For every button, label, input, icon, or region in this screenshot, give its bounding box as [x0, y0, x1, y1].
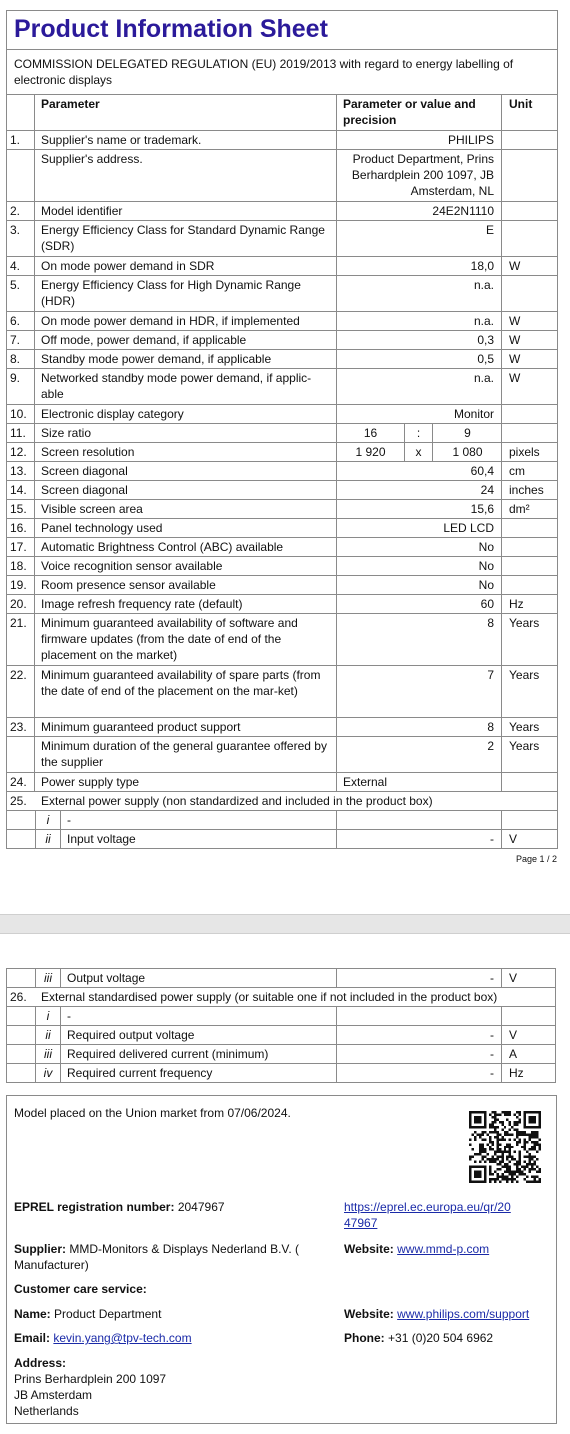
row-parameter: Minimum duration of the general guarantee offered by the supplier [35, 737, 337, 772]
market-placement-date: Model placed on the Union market from 07/06/2024. [14, 1106, 291, 1120]
table-row [7, 988, 555, 1007]
row-unit [502, 276, 557, 311]
product-sheet-page-2 [6, 968, 556, 1083]
row-number: 6. [7, 312, 35, 330]
row-unit: Years [509, 668, 540, 682]
row-parameter: Visible screen area [35, 500, 337, 518]
table-row [7, 792, 557, 811]
row-number: 25. [10, 794, 27, 808]
row-unit: W [509, 352, 521, 366]
table-header [7, 95, 557, 131]
qr-code-icon [469, 1111, 541, 1183]
product-sheet-page-1 [6, 10, 558, 849]
sub-row-unit: Hz [509, 1066, 524, 1080]
eprel-label: EPREL registration number: [14, 1200, 175, 1214]
email-label: Email: [14, 1331, 51, 1345]
phone-label: Phone: [344, 1331, 385, 1345]
mmd-website-link[interactable]: www.mmd-p.com [397, 1242, 490, 1256]
name-label: Name: [14, 1307, 51, 1321]
sub-row [7, 811, 557, 830]
row-parameter: Standby mode power demand, if applicable [35, 350, 337, 368]
row-parameter: Electronic display category [35, 405, 337, 423]
phone-number: +31 (0)20 504 6962 [388, 1331, 494, 1345]
sub-row-index: iv [35, 1064, 61, 1082]
row-unit [502, 202, 557, 220]
row-parameter: Energy Efficiency Class for Standard Dynamic Range (SDR) [35, 221, 337, 256]
row-parameter: Minimum guaranteed availability of spare parts (from the date of end of the placement on the mar-ket) [35, 666, 337, 717]
row-number: 8. [7, 350, 35, 368]
address-block [14, 1355, 166, 1419]
row-value: No [337, 538, 502, 556]
row-parameter: Room presence sensor available [35, 576, 337, 594]
row-number: 19. [7, 576, 35, 594]
sub-row [7, 1026, 555, 1045]
sub-row-label: Required output voltage [61, 1026, 337, 1044]
page-separator [0, 914, 570, 934]
table-row [7, 538, 557, 557]
sub-row-value: - [337, 1045, 502, 1063]
row-number: 2. [7, 202, 35, 220]
table-row [7, 773, 557, 792]
table-row [7, 576, 557, 595]
row-value: 24 [337, 481, 502, 499]
row-unit [502, 557, 557, 575]
row-parameter: Screen diagonal [35, 481, 337, 499]
row-parameter: Model identifier [35, 202, 337, 220]
regulation-subtitle: COMMISSION DELEGATED REGULATION (EU) 2019/2013 with regard to energy labelling of electronic displays [7, 50, 557, 95]
sub-row [7, 830, 557, 849]
row-unit: W [509, 259, 521, 273]
row-unit: pixels [509, 445, 540, 459]
supplier-info-box [6, 1095, 557, 1424]
row-parameter: External power supply (non standardized and included in the product box) [41, 794, 433, 808]
row-number: 12. [7, 443, 35, 461]
value-separator: x [405, 443, 433, 461]
row-number: 10. [7, 405, 35, 423]
sub-row [7, 1007, 555, 1026]
row-parameter: Minimum guaranteed product support [35, 718, 337, 736]
table-row [7, 718, 557, 737]
table-row [7, 221, 557, 257]
sub-row-unit: V [509, 971, 518, 985]
sub-row-label: Required current frequency [61, 1064, 337, 1082]
page-number: Page 1 / 2 [515, 854, 557, 864]
supplier-name: MMD-Monitors & Displays Nederland B.V. ( [69, 1242, 299, 1256]
row-number: 20. [7, 595, 35, 613]
row-parameter: Energy Efficiency Class for High Dynamic Range (HDR) [35, 276, 337, 311]
table-row [7, 614, 557, 666]
row-value: 15,6 [337, 500, 502, 518]
sub-row-label: Input voltage [61, 830, 337, 848]
sub-row [7, 1045, 555, 1064]
row-value: 60,4 [337, 462, 502, 480]
table-row [7, 276, 557, 312]
row-value: 24E2N1110 [337, 202, 502, 220]
sub-row-index: i [35, 1007, 61, 1025]
row-number: 22. [7, 666, 35, 717]
row-value: 60 [337, 595, 502, 613]
table-row [7, 131, 557, 150]
row-value: LED LCD [337, 519, 502, 537]
row-parameter: Off mode, power demand, if applicable [35, 331, 337, 349]
sub-row-unit: V [509, 1028, 518, 1042]
contact-name: Product Department [54, 1307, 162, 1321]
row-parameter: Size ratio [35, 424, 337, 442]
header-parameter: Parameter [35, 95, 337, 130]
row-unit: W [509, 333, 521, 347]
table-row [7, 312, 557, 331]
row-parameter: Image refresh frequency rate (default) [35, 595, 337, 613]
row-value-pair [337, 424, 502, 442]
row-value: External [337, 773, 502, 791]
row-parameter: Minimum guaranteed availability of software and firmware updates (from the date of end of the placement on the market) [35, 614, 337, 665]
row-value: 8 [337, 614, 502, 665]
address-line: Prins Berhardplein 200 1097 [14, 1372, 167, 1386]
sub-row-value: - [337, 1064, 502, 1082]
row-number: 1. [7, 131, 35, 149]
table-row [7, 500, 557, 519]
row-unit: Hz [509, 597, 524, 611]
row-unit [502, 405, 557, 423]
row-parameter: On mode power demand in SDR [35, 257, 337, 275]
table-row [7, 202, 557, 221]
value-part-2: 9 [464, 426, 471, 440]
row-parameter: Screen diagonal [35, 462, 337, 480]
row-number: 3. [7, 221, 35, 256]
sub-row-value: - [337, 969, 502, 987]
row-unit [502, 773, 557, 791]
row-number: 4. [7, 257, 35, 275]
sub-row-value: - [337, 830, 502, 848]
row-value: 2 [337, 737, 502, 772]
email-link[interactable]: kevin.yang@tpv-tech.com [53, 1331, 192, 1345]
header-value: Parameter or value and precision [337, 95, 502, 130]
row-parameter: External standardised power supply (or suitable one if not included in the product box) [41, 990, 498, 1004]
sub-row-unit [502, 1007, 557, 1025]
row-number: 13. [7, 462, 35, 480]
row-number: 14. [7, 481, 35, 499]
row-value: 0,3 [337, 331, 502, 349]
row-unit [502, 519, 557, 537]
sub-row-label: Output voltage [61, 969, 337, 987]
row-value: PHILIPS [337, 131, 502, 149]
row-unit: cm [509, 464, 525, 478]
table-row [7, 405, 557, 424]
address-line: JB Amsterdam [14, 1388, 93, 1402]
table-row [7, 350, 557, 369]
row-value: n.a. [337, 312, 502, 330]
sub-row-index: ii [35, 830, 61, 848]
sub-row-value: - [337, 1026, 502, 1044]
table-row [7, 595, 557, 614]
row-unit: inches [509, 483, 544, 497]
row-number: 11. [7, 424, 35, 442]
row-parameter: Power supply type [35, 773, 337, 791]
philips-support-link[interactable]: www.philips.com/support [397, 1307, 530, 1321]
eprel-link[interactable]: https://eprel.ec.europa.eu/qr/20 47967 [344, 1200, 511, 1230]
customer-care-heading: Customer care service: [14, 1282, 147, 1296]
row-value: n.a. [337, 369, 502, 404]
table-row [7, 443, 557, 462]
row-unit [502, 424, 557, 442]
row-number: 18. [7, 557, 35, 575]
row-number: 15. [7, 500, 35, 518]
sub-row [7, 969, 555, 988]
website-label: Website: [344, 1242, 394, 1256]
sub-row-label: Required delivered current (minimum) [61, 1045, 337, 1063]
row-number: 23. [7, 718, 35, 736]
row-unit: dm² [509, 502, 530, 516]
row-number: 24. [7, 773, 35, 791]
sub-row-label: - [61, 1007, 337, 1025]
table-row [7, 462, 557, 481]
page-title: Product Information Sheet [7, 11, 557, 50]
value-part-2: 1 080 [452, 445, 483, 459]
row-unit [502, 221, 557, 256]
table-row [7, 481, 557, 500]
row-parameter: Supplier's name or trademark. [35, 131, 337, 149]
row-number: 26. [10, 990, 27, 1004]
row-value: No [337, 576, 502, 594]
value-part-1: 1 920 [337, 443, 405, 461]
row-number: 17. [7, 538, 35, 556]
row-value: Product Department, Prins Berhardplein 200 1097, JB Amsterdam, NL [337, 150, 502, 201]
row-number [7, 150, 35, 201]
header-unit: Unit [509, 97, 533, 111]
row-number [7, 737, 35, 772]
row-unit: W [509, 314, 521, 328]
table-row [7, 424, 557, 443]
row-parameter: Screen resolution [35, 443, 337, 461]
row-unit [502, 576, 557, 594]
row-number: 7. [7, 331, 35, 349]
row-unit [502, 538, 557, 556]
row-unit: W [509, 371, 521, 385]
row-value: 18,0 [337, 257, 502, 275]
row-parameter: On mode power demand in HDR, if implemented [35, 312, 337, 330]
row-value: E [337, 221, 502, 256]
row-number: 16. [7, 519, 35, 537]
sub-row [7, 1064, 555, 1083]
sub-row-label: - [61, 811, 337, 829]
sub-row-unit: A [509, 1047, 518, 1061]
row-parameter: Networked standby mode power demand, if applic-able [35, 369, 337, 404]
table-row [7, 557, 557, 576]
table-row [7, 737, 557, 773]
row-value: 7 [337, 666, 502, 717]
sub-row-unit [502, 811, 557, 829]
sub-row-value [337, 1007, 502, 1025]
website-label-2: Website: [344, 1307, 394, 1321]
table-row [7, 150, 557, 202]
row-unit: Years [509, 616, 540, 630]
sub-row-index: ii [35, 1026, 61, 1044]
table-row [7, 519, 557, 538]
row-unit: Years [509, 739, 540, 753]
sub-row-unit: V [509, 832, 518, 846]
supplier-role: Manufacturer) [14, 1258, 89, 1272]
row-parameter: Supplier's address. [35, 150, 337, 201]
row-value-pair [337, 443, 502, 461]
parameter-table-continued [6, 968, 556, 1083]
sub-row-value [337, 811, 502, 829]
row-parameter: Voice recognition sensor available [35, 557, 337, 575]
row-parameter: Panel technology used [35, 519, 337, 537]
value-part-1: 16 [337, 424, 405, 442]
row-value: 0,5 [337, 350, 502, 368]
row-value: 8 [337, 718, 502, 736]
row-unit [502, 150, 557, 201]
value-separator: : [405, 424, 433, 442]
row-number: 21. [7, 614, 35, 665]
address-line: Netherlands [14, 1404, 79, 1418]
table-row [7, 369, 557, 405]
parameter-table [7, 95, 557, 849]
row-unit: Years [509, 720, 540, 734]
row-parameter: Automatic Brightness Control (ABC) available [35, 538, 337, 556]
row-number: 5. [7, 276, 35, 311]
sub-row-index: iii [35, 1045, 61, 1063]
eprel-number: 2047967 [177, 1200, 225, 1214]
sub-row-index: i [35, 811, 61, 829]
supplier-label: Supplier: [14, 1242, 67, 1256]
address-label: Address: [14, 1356, 67, 1370]
row-value: No [337, 557, 502, 575]
row-value: Monitor [337, 405, 502, 423]
table-row [7, 257, 557, 276]
row-number: 9. [7, 369, 35, 404]
row-value: n.a. [337, 276, 502, 311]
row-unit [502, 131, 557, 149]
table-row [7, 331, 557, 350]
sub-row-index: iii [35, 969, 61, 987]
table-row [7, 666, 557, 718]
